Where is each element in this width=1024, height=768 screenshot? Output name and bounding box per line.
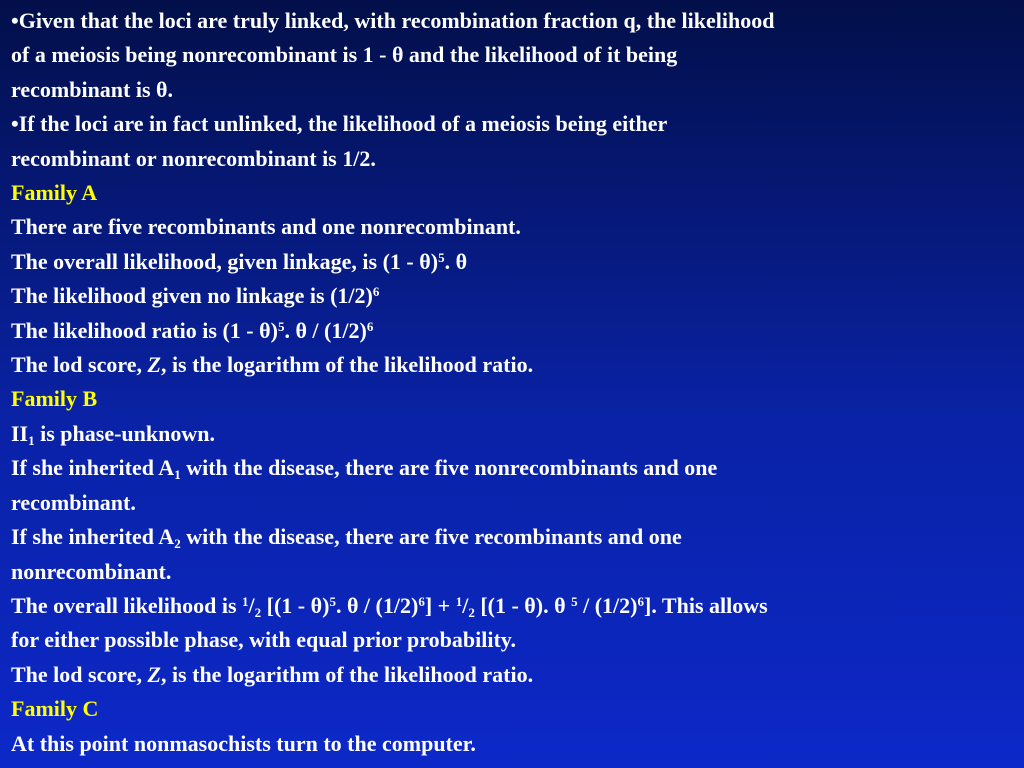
- intro-line: •Given that the loci are truly linked, with recombination fraction q, the likelihood: [11, 8, 775, 33]
- family-a-line: [11, 279, 1011, 313]
- subscript: 2: [254, 604, 262, 620]
- subscript: 1: [28, 432, 35, 448]
- subscript: 1: [174, 467, 181, 483]
- superscript: 6: [366, 318, 374, 334]
- z-symbol: Z: [147, 352, 161, 378]
- intro-line: recombinant or nonrecombinant is 1/2.: [11, 145, 376, 171]
- family-a-line: [11, 348, 1011, 382]
- text-fragment: , is the logarithm of the likelihood ratio.: [160, 661, 534, 687]
- text-fragment: , is the logarithm of the likelihood ratio.: [160, 352, 534, 378]
- intro-line: •If the loci are in fact unlinked, the likelihood of a meiosis being either: [11, 111, 668, 137]
- text-fragment: [(1 - θ): [261, 592, 330, 618]
- text-fragment: is phase-unknown.: [34, 420, 215, 446]
- subscript: 2: [468, 604, 475, 620]
- family-b-line: [11, 658, 1011, 692]
- text-fragment: The overall likelihood, given linkage, is (1 - θ): [11, 248, 439, 274]
- superscript: 6: [372, 284, 380, 300]
- intro-line: recombinant is θ.: [11, 76, 174, 102]
- text-fragment: ] +: [424, 592, 456, 618]
- superscript: 5: [571, 593, 578, 609]
- family-c-line: At this point nonmasochists turn to the computer.: [11, 730, 476, 756]
- text-fragment: . θ: [444, 248, 468, 274]
- superscript: 1: [455, 593, 463, 609]
- family-b-line: [11, 451, 1011, 485]
- superscript: 5: [277, 318, 285, 334]
- family-a-line: [11, 245, 1011, 279]
- family-b-line: for either possible phase, with equal prior probability.: [11, 627, 517, 653]
- family-a-line: There are five recombinants and one nonrecombinant.: [11, 214, 521, 240]
- family-b-line: [11, 520, 1011, 554]
- superscript: 6: [418, 593, 425, 609]
- family-b-line: nonrecombinant.: [11, 558, 172, 584]
- intro-line: of a meiosis being nonrecombinant is 1 - θ and the likelihood of it being: [11, 42, 678, 68]
- text-fragment: with the disease, there are five recombinants and one: [180, 524, 682, 550]
- z-symbol: Z: [147, 661, 161, 687]
- text-fragment: If she inherited A: [11, 455, 175, 481]
- subscript: 2: [174, 536, 181, 552]
- text-fragment: If she inherited A: [11, 524, 175, 550]
- family-a-line: [11, 314, 1011, 348]
- text-fragment: The lod score,: [11, 352, 148, 378]
- text-fragment: [(1 - θ). θ: [474, 592, 572, 618]
- text-fragment: The likelihood ratio is (1 - θ): [11, 317, 278, 343]
- family-b-line: [11, 417, 1011, 451]
- superscript: 5: [329, 593, 336, 609]
- text-fragment: The lod score,: [11, 661, 148, 687]
- family-b-heading: Family B: [11, 386, 98, 412]
- superscript: 6: [637, 593, 644, 609]
- text-fragment: . θ / (1/2): [335, 592, 419, 618]
- family-a-heading: Family A: [11, 180, 98, 206]
- text-fragment: / (1/2): [577, 592, 638, 618]
- family-b-line: [11, 589, 1011, 623]
- text-fragment: /: [462, 592, 469, 618]
- family-c-heading: Family C: [11, 696, 99, 722]
- slide-content: [11, 4, 1011, 761]
- text-fragment: II: [11, 420, 29, 446]
- text-fragment: The overall likelihood is: [11, 592, 243, 618]
- text-fragment: ]. This allows: [644, 592, 768, 618]
- text-fragment: /: [248, 592, 255, 618]
- text-fragment: The likelihood given no linkage is (1/2): [11, 283, 373, 309]
- family-b-line: recombinant.: [11, 489, 136, 515]
- text-fragment: with the disease, there are five nonrecombinants and one: [180, 455, 718, 481]
- text-fragment: . θ / (1/2): [284, 317, 367, 343]
- superscript: 1: [242, 593, 249, 609]
- superscript: 5: [438, 249, 445, 265]
